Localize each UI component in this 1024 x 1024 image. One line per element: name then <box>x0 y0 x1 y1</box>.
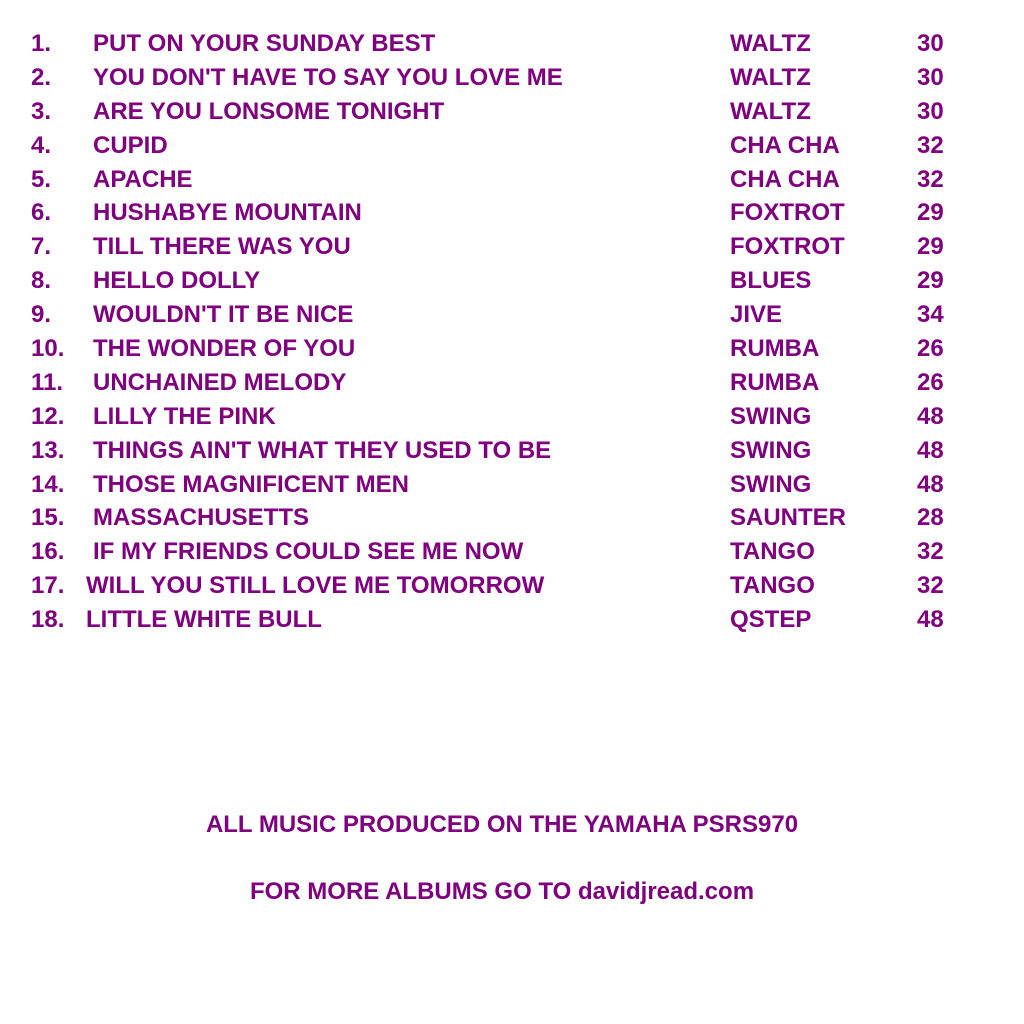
track-row <box>0 97 1024 131</box>
track-title: WILL YOU STILL LOVE ME TOMORROW <box>86 572 545 600</box>
footer-more-albums-text: FOR MORE ALBUMS GO TO davidjread.com <box>249 878 755 905</box>
track-number: 12. <box>31 402 65 430</box>
track-number: 3. <box>31 97 52 125</box>
track-number: 18. <box>31 606 65 634</box>
track-tempo: 32 <box>917 572 944 600</box>
track-title: LILLY THE PINK <box>93 402 276 430</box>
track-row <box>0 571 1024 605</box>
track-dance: TANGO <box>730 572 815 600</box>
track-title: PUT ON YOUR SUNDAY BEST <box>93 30 436 57</box>
track-number: 6. <box>31 199 52 227</box>
track-number: 15. <box>31 504 65 532</box>
track-number: 7. <box>31 233 52 261</box>
track-tempo: 32 <box>917 165 944 193</box>
track-title: LITTLE WHITE BULL <box>86 606 322 634</box>
track-row <box>0 436 1024 470</box>
track-row <box>0 131 1024 165</box>
track-number: 5. <box>31 165 52 193</box>
track-row <box>0 300 1024 334</box>
track-dance: SWING <box>730 470 812 498</box>
track-tempo: 30 <box>917 30 944 57</box>
track-title: UNCHAINED MELODY <box>93 368 347 396</box>
track-list <box>0 29 1024 639</box>
track-tempo: 48 <box>917 436 944 464</box>
track-row <box>0 334 1024 368</box>
track-tempo: 30 <box>917 63 944 91</box>
track-dance: FOXTROT <box>730 199 845 227</box>
track-row <box>0 402 1024 436</box>
track-number: 4. <box>31 131 52 159</box>
track-row <box>0 63 1024 97</box>
track-row <box>0 537 1024 571</box>
track-title: WOULDN'T IT BE NICE <box>93 301 354 329</box>
track-tempo: 32 <box>917 538 944 566</box>
track-number: 16. <box>31 538 65 566</box>
track-row <box>0 605 1024 639</box>
track-title: HELLO DOLLY <box>93 267 261 295</box>
track-tempo: 34 <box>917 301 944 329</box>
track-tempo: 29 <box>917 267 944 295</box>
track-title: THINGS AIN'T WHAT THEY USED TO BE <box>93 436 552 464</box>
track-title: IF MY FRIENDS COULD SEE ME NOW <box>93 538 524 566</box>
track-title: MASSACHUSETTS <box>93 504 310 532</box>
track-dance: WALTZ <box>730 97 811 125</box>
track-title: TILL THERE WAS YOU <box>93 233 351 261</box>
track-tempo: 26 <box>917 335 944 363</box>
track-dance: SAUNTER <box>730 504 847 532</box>
track-row <box>0 266 1024 300</box>
track-number: 10. <box>31 335 65 363</box>
track-tempo: 28 <box>917 504 944 532</box>
track-row <box>0 232 1024 266</box>
track-row <box>0 198 1024 232</box>
track-dance: TANGO <box>730 538 815 566</box>
track-row <box>0 165 1024 199</box>
track-dance: QSTEP <box>730 606 812 634</box>
track-title: THE WONDER OF YOU <box>93 335 356 363</box>
track-tempo: 48 <box>917 606 944 634</box>
track-title: CUPID <box>93 131 168 159</box>
track-number: 14. <box>31 470 65 498</box>
track-dance: SWING <box>730 436 812 464</box>
track-title: ARE YOU LONSOME TONIGHT <box>93 97 445 125</box>
track-title: YOU DON'T HAVE TO SAY YOU LOVE ME <box>93 63 563 91</box>
track-title: APACHE <box>93 165 193 193</box>
track-dance: JIVE <box>730 301 783 329</box>
track-number: 2. <box>31 63 52 91</box>
track-title: HUSHABYE MOUNTAIN <box>93 199 362 227</box>
track-dance: CHA CHA <box>730 131 840 159</box>
track-number: 8. <box>31 267 52 295</box>
track-tempo: 48 <box>917 402 944 430</box>
track-number: 11. <box>31 368 64 396</box>
track-dance: WALTZ <box>730 63 811 91</box>
track-dance: CHA CHA <box>730 165 840 193</box>
track-title: THOSE MAGNIFICENT MEN <box>93 470 409 498</box>
track-number: 13. <box>31 436 65 464</box>
track-tempo: 32 <box>917 131 944 159</box>
track-dance: BLUES <box>730 267 812 295</box>
track-dance: WALTZ <box>730 30 811 57</box>
track-number: 17. <box>31 572 65 600</box>
track-dance: FOXTROT <box>730 233 845 261</box>
track-tempo: 29 <box>917 199 944 227</box>
track-tempo: 26 <box>917 368 944 396</box>
track-number: 1. <box>31 30 52 57</box>
track-dance: SWING <box>730 402 812 430</box>
track-row <box>0 470 1024 504</box>
footer-produced-text: ALL MUSIC PRODUCED ON THE YAMAHA PSRS970 <box>205 811 799 838</box>
track-tempo: 30 <box>917 97 944 125</box>
track-number: 9. <box>31 301 52 329</box>
track-dance: RUMBA <box>730 368 820 396</box>
track-dance: RUMBA <box>730 335 820 363</box>
track-row <box>0 29 1024 63</box>
track-row <box>0 503 1024 537</box>
track-tempo: 48 <box>917 470 944 498</box>
track-row <box>0 368 1024 402</box>
track-tempo: 29 <box>917 233 944 261</box>
